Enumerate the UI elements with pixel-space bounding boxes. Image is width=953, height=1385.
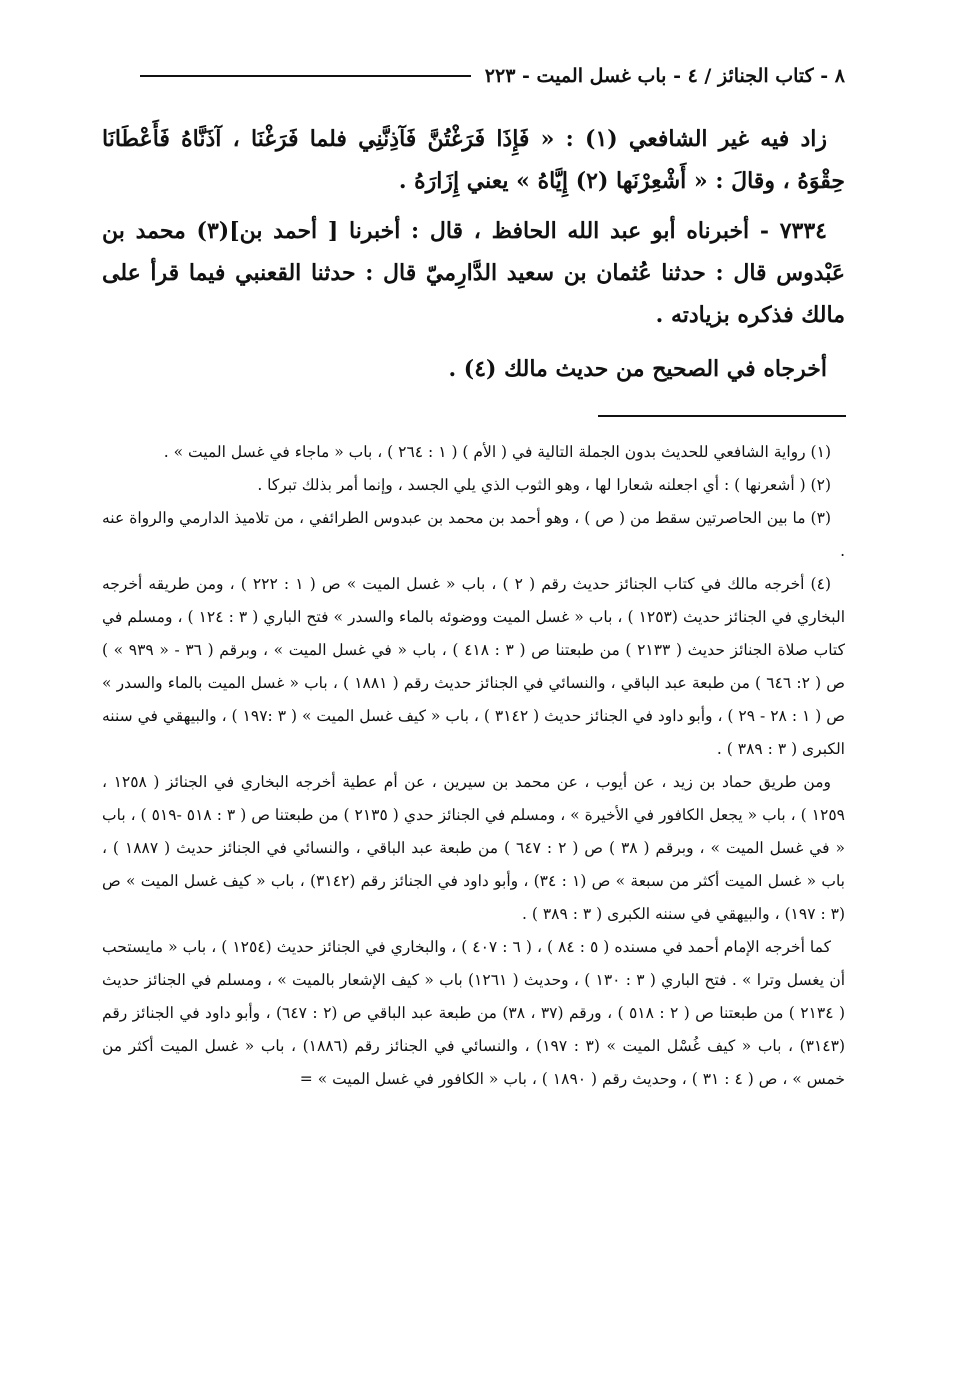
main-paragraph-2: ٧٣٣٤ - أخبرناه أبو عبد الله الحافظ ، قال : أخبرنا [ أحمد بن](٣) محمد بن عَبْدوس قال : حدثنا عُثمان بن سعيد الدَّارِميّ قال : حدثنا القعنبي فيما قرأ على مالك فذكره بزيادته . (102, 218, 845, 328)
footnote-2: (٢) ( أشعرنها ) : أي اجعلنه شعارا لها ، وهو الثوب الذي يلي الجسد ، وإنما أمر بذلك تبركا . (257, 476, 831, 494)
footnote-4-continuation-2: كما أخرجه الإمام أحمد في مسنده ( ٥ : ٨٤ ) ، ( ٦ : ٤٠٧ ) ، والبخاري في الجنائز حديث (١٢٥٤ ) ، باب « مايستحب أن يغسل وترا » . فتح الباري ( ٣ : ١٣٠ ) ، وحديث ( ١٢٦١) باب « كيف الإشعار بالميت » ، ومسلم في الجنائز حديث ( ٢١٣٤ ) من طبعتنا ص ( ٢ : ٥١٨ ) ، ورقم (٣٧ ، ٣٨) من طبعة عبد الباقي ص (٢ : ٦٤٧) ، وأبو داود في الجنائز رقم (٣١٤٣) ، باب « كيف غُسْل الميت » (٣ : ١٩٧) ، والنسائي في الجنائز رقم (١٨٨٦) ، باب « غسل الميت أكثر من خمس » ، ص ( ٤ : ٣١ ) ، وحديث رقم ( ١٨٩٠ ) ، باب « الكافور في غسل الميت » = (102, 938, 846, 1088)
main-paragraph-3: أخرجاه في الصحيح من حديث مالك (٤) . (448, 356, 827, 382)
main-paragraph-1: زاد فيه غير الشافعي (١) : « فَإِذَا فَرَغْتُنَّ فَآذِنَّنِي فلما فَرَغْنَا ، آذَنَّاهُ فَأَعْطَانَا حِقْوَهُ ، وقالَ : « أَشْعِرْنَها (٢) إِيَّاهُ » يعني إِزَارَهُ . (102, 126, 845, 194)
header-rule (140, 75, 471, 77)
footnotes (102, 436, 845, 1096)
running-header (140, 58, 845, 94)
footnote-3: (٣) ما بين الحاصرتين سقط من ( ص ) ، وهو أحمد بن محمد بن عبدوس الطرائفي ، من تلاميذ الدارمي والرواة عنه . (102, 509, 845, 560)
footnote-1: (١) رواية الشافعي للحديث بدون الجملة التالية في ( الأم ) ( ١ : ٢٦٤ ) ، باب « ماجاء في غسل الميت » . (163, 443, 831, 461)
footnote-4-continuation-1: ومن طريق حماد بن زيد ، عن أيوب ، عن محمد بن سيرين ، عن أم عطية أخرجه البخاري في الجنائز ( ١٢٥٨ ، ١٢٥٩ ) ، باب « يجعل الكافور في الأخيرة » ، ومسلم في الجنائز حدي ( ٢١٣٥ ) من طبعتنا ص ( ٣ : ٥١٨ -٥١٩ ) ، باب « في غسل الميت » ، وبرقم ( ٣٨ ) ص ( ٢ : ٦٤٧ ) من طبعة عبد الباقي ، والنسائي في الجنائز حديث ( ١٨٨٧ ) ، باب « غسل الميت أكثر من سبعة » ص (١ : ٣٤) ، وأبو داود في الجنائز رقم (٣١٤٢) ، باب « كيف غسل الميت » ص (٣ : ١٩٧) ، والبيهقي في سننه الكبرى ( ٣ : ٣٨٩ ) . (102, 773, 845, 923)
footnote-4: (٤) أخرجه مالك في كتاب الجنائز حديث رقم ( ٢ ) ، باب « غسل الميت » ص ( ١ : ٢٢٢ ) ، ومن طريقه أخرجه البخاري في الجنائز حديث (١٢٥٣ ) ، باب « غسل الميت ووضوئه بالماء والسدر » فتح الباري ( ٣ : ١٢٤ ) ، ومسلم في كتاب صلاة الجنائز حديث ( ٢١٣٣ ) من طبعتنا ص ( ٣ : ٤١٨ ) ، باب « في غسل الميت » ، وبرقم ( ٣٦ - « ٩٣٩ » ) ص ( ٢: ٦٤٦ ) من طبعة عبد الباقي ، والنسائي في الجنائز حديث رقم ( ١٨٨١ ) ، باب « غسل الميت بالماء والسدر » ص ( ١ : ٢٨ - ٢٩ ) ، وأبو داود في الجنائز حديث ( ٣١٤٢ ) ، باب « كيف غسل الميت » ( ٣ :١٩٧ ) ، والبيهقي في سننه الكبرى ( ٣ : ٣٨٩ ) . (102, 575, 846, 758)
running-title: ٨ - كتاب الجنائز / ٤ - باب غسل الميت - ٢٢٣ (484, 65, 845, 87)
main-text (102, 118, 845, 390)
footnote-separator (598, 415, 846, 417)
